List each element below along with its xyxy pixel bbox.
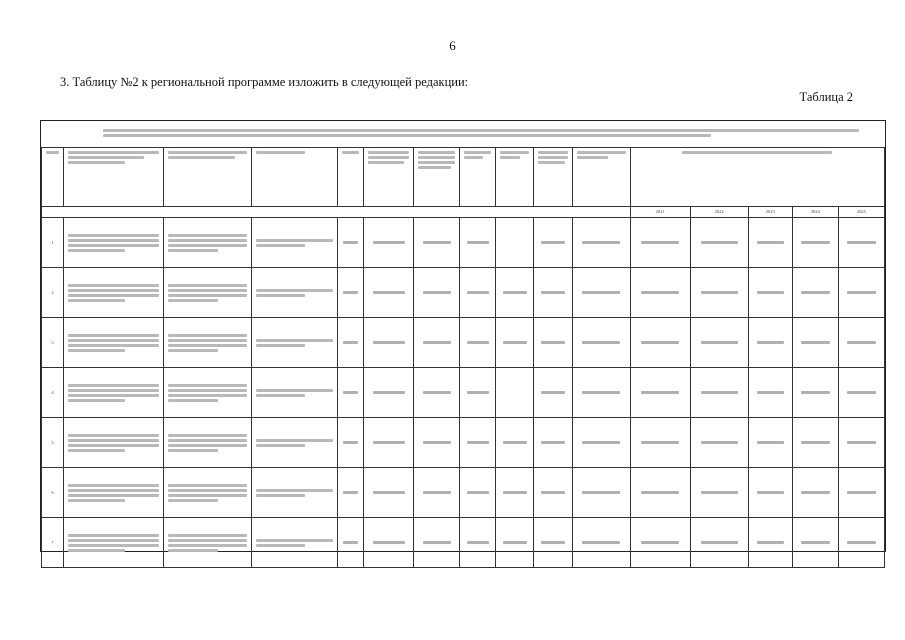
table-cell-illegible <box>838 218 884 268</box>
year-cell: 2025 <box>838 207 884 218</box>
table-cell-illegible <box>338 218 364 268</box>
table-cell-illegible <box>690 368 748 418</box>
table-cell-illegible <box>838 318 884 368</box>
table-cell-illegible <box>64 268 164 318</box>
table-cell-illegible <box>64 318 164 368</box>
table-cell-illegible <box>748 368 792 418</box>
table-cell-illegible <box>364 368 414 418</box>
table-cell-illegible <box>748 418 792 468</box>
table-cell-illegible <box>572 468 630 518</box>
table-cell-illegible <box>164 468 252 518</box>
table-cell-illegible <box>496 318 534 368</box>
header-cell <box>164 148 252 207</box>
table-cell-illegible <box>460 518 496 568</box>
table-cell-illegible <box>838 518 884 568</box>
header-cell <box>460 148 496 207</box>
table-cell-illegible <box>252 268 338 318</box>
table-cell-illegible <box>748 518 792 568</box>
table-cell-illegible <box>792 518 838 568</box>
table-cell-illegible <box>748 318 792 368</box>
table-cell-illegible <box>630 218 690 268</box>
table-cell-illegible <box>792 368 838 418</box>
table-cell-illegible <box>792 418 838 468</box>
table-cell-illegible <box>414 418 460 468</box>
table-row <box>42 418 885 468</box>
year-cell: 2024 <box>792 207 838 218</box>
header-cell-by-years <box>630 148 884 207</box>
table-cell-illegible <box>838 468 884 518</box>
table-cell-illegible <box>338 368 364 418</box>
table-cell-illegible <box>690 468 748 518</box>
table-frame <box>40 120 886 552</box>
table-cell-illegible <box>534 418 572 468</box>
row-number: 2 <box>42 268 64 318</box>
table-cell-illegible <box>338 318 364 368</box>
years-row <box>42 207 885 218</box>
row-number: 7 <box>42 518 64 568</box>
header-row <box>42 148 885 207</box>
table-cell-illegible <box>164 268 252 318</box>
table-cell-illegible <box>414 518 460 568</box>
table-cell-illegible <box>252 318 338 368</box>
table-cell-illegible <box>748 268 792 318</box>
table-cell-illegible <box>414 468 460 518</box>
header-cell <box>64 148 164 207</box>
table-cell-illegible <box>252 368 338 418</box>
table-cell-illegible <box>364 418 414 468</box>
table-cell-illegible <box>64 518 164 568</box>
table-cell-illegible <box>364 218 414 268</box>
table-cell-illegible <box>792 268 838 318</box>
table-cell-illegible <box>164 418 252 468</box>
table-cell-illegible <box>496 368 534 418</box>
table-cell-illegible <box>630 268 690 318</box>
table-cell-illegible <box>460 218 496 268</box>
table-row <box>42 318 885 368</box>
row-number: 3 <box>42 318 64 368</box>
table-row <box>42 368 885 418</box>
table-cell-illegible <box>534 518 572 568</box>
header-cell <box>42 148 64 207</box>
header-cell <box>252 148 338 207</box>
table-cell-illegible <box>690 218 748 268</box>
table-cell-illegible <box>460 268 496 318</box>
header-cell <box>414 148 460 207</box>
table-cell-illegible <box>630 518 690 568</box>
table-cell-illegible <box>460 468 496 518</box>
table-row <box>42 468 885 518</box>
page-number: 6 <box>449 38 456 53</box>
table-cell-illegible <box>338 518 364 568</box>
table-cell-illegible <box>364 468 414 518</box>
table-cell-illegible <box>252 468 338 518</box>
row-number: 5 <box>42 418 64 468</box>
table-cell-illegible <box>838 268 884 318</box>
table-cell-illegible <box>496 268 534 318</box>
row-number: 6 <box>42 468 64 518</box>
table-cell-illegible <box>164 518 252 568</box>
table-cell-illegible <box>690 318 748 368</box>
header-cell <box>534 148 572 207</box>
table-cell-illegible <box>414 318 460 368</box>
table-row <box>42 518 885 568</box>
table-cell-illegible <box>534 218 572 268</box>
table-cell-illegible <box>338 268 364 318</box>
table-cell-illegible <box>748 468 792 518</box>
table-cell-illegible <box>460 368 496 418</box>
program-table <box>41 147 885 568</box>
header-cell <box>338 148 364 207</box>
table-cell-illegible <box>338 418 364 468</box>
table-cell-illegible <box>414 368 460 418</box>
header-cell <box>364 148 414 207</box>
year-cell: 2023 <box>748 207 792 218</box>
table-cell-illegible <box>460 318 496 368</box>
table-cell-illegible <box>630 318 690 368</box>
table-cell-illegible <box>572 218 630 268</box>
table-cell-illegible <box>690 268 748 318</box>
table-cell-illegible <box>164 218 252 268</box>
table-cell-illegible <box>252 418 338 468</box>
table-cell-illegible <box>338 468 364 518</box>
table-cell-illegible <box>792 318 838 368</box>
table-cell-illegible <box>414 218 460 268</box>
header-cell <box>572 148 630 207</box>
table-cell-illegible <box>792 468 838 518</box>
year-cell: 2021 <box>630 207 690 218</box>
table-label: Таблица 2 <box>799 90 853 104</box>
table-cell-illegible <box>748 218 792 268</box>
table-cell-illegible <box>364 518 414 568</box>
table-cell-illegible <box>630 418 690 468</box>
table-cell-illegible <box>364 318 414 368</box>
table-cell-illegible <box>838 368 884 418</box>
table-caption-illegible <box>101 127 861 139</box>
table-cell-illegible <box>534 268 572 318</box>
table-cell-illegible <box>630 468 690 518</box>
table-cell-illegible <box>460 418 496 468</box>
table-cell-illegible <box>572 418 630 468</box>
year-cell: 2022 <box>690 207 748 218</box>
table-cell-illegible <box>64 218 164 268</box>
table-cell-illegible <box>496 468 534 518</box>
table-cell-illegible <box>792 218 838 268</box>
table-cell-illegible <box>164 368 252 418</box>
table-cell-illegible <box>364 268 414 318</box>
header-cell <box>496 148 534 207</box>
table-cell-illegible <box>534 468 572 518</box>
table-cell-illegible <box>64 468 164 518</box>
table-cell-illegible <box>572 268 630 318</box>
table-cell-illegible <box>496 418 534 468</box>
table-cell-illegible <box>414 268 460 318</box>
table-cell-illegible <box>572 368 630 418</box>
table-row <box>42 268 885 318</box>
table-cell-illegible <box>496 218 534 268</box>
table-cell-illegible <box>252 218 338 268</box>
table-cell-illegible <box>252 518 338 568</box>
row-number: 1 <box>42 218 64 268</box>
row-number: 4 <box>42 368 64 418</box>
table-cell-illegible <box>572 518 630 568</box>
table-cell-illegible <box>534 318 572 368</box>
table-cell-illegible <box>690 518 748 568</box>
table-cell-illegible <box>534 368 572 418</box>
table-cell-illegible <box>690 418 748 468</box>
table-cell-illegible <box>164 318 252 368</box>
table-cell-illegible <box>64 368 164 418</box>
table-cell-illegible <box>572 318 630 368</box>
table-cell-illegible <box>496 518 534 568</box>
table-cell-illegible <box>838 418 884 468</box>
table-row <box>42 218 885 268</box>
table-cell-illegible <box>64 418 164 468</box>
table-cell-illegible <box>630 368 690 418</box>
intro-paragraph: 3. Таблицу №2 к региональной программе изложить в следующей редакции: <box>60 75 469 89</box>
